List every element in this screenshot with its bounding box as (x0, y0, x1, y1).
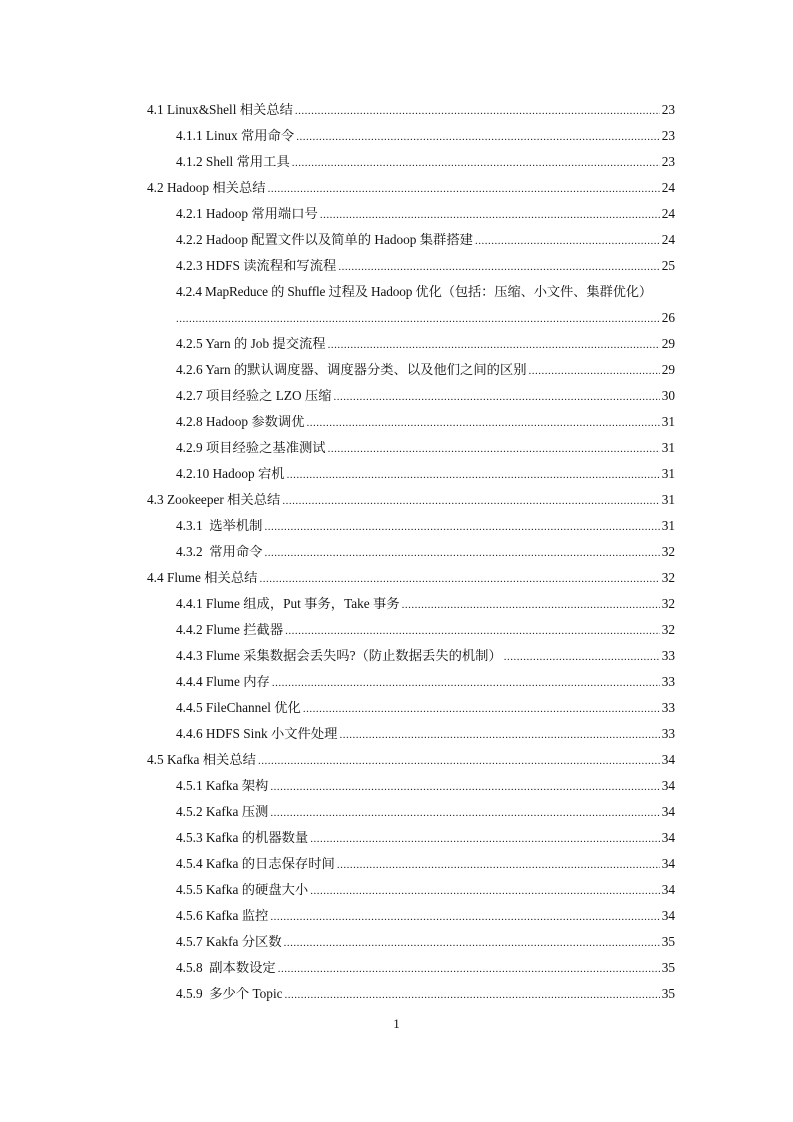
toc-entry-page: 33 (660, 669, 675, 695)
toc-entry-label: 4.5.1 Kafka 架构 (176, 773, 270, 799)
toc-leader-dots (529, 358, 660, 384)
toc-entry[interactable] (147, 435, 675, 461)
toc-leader-dots (176, 306, 660, 332)
toc-leader-dots (259, 566, 659, 592)
toc-entry[interactable] (147, 487, 675, 513)
toc-entry-label: 4.4.2 Flume 拦截器 (176, 617, 285, 643)
toc-leader-dots (328, 332, 660, 358)
toc-entry-label: 4.4.4 Flume 内存 (176, 669, 272, 695)
toc-entry[interactable] (147, 695, 675, 721)
toc-entry-page: 24 (660, 201, 675, 227)
toc-entry[interactable] (147, 201, 675, 227)
toc-leader-dots (287, 462, 660, 488)
toc-leader-dots (285, 982, 660, 1008)
toc-entry-page: 25 (660, 253, 675, 279)
toc-entry[interactable] (147, 747, 675, 773)
toc-entry-page: 35 (660, 929, 675, 955)
toc-entry-page: 34 (660, 773, 675, 799)
toc-entry[interactable] (147, 669, 675, 695)
toc-entry[interactable] (147, 643, 675, 669)
toc-entry-page: 23 (660, 149, 675, 175)
toc-leader-dots (320, 202, 660, 228)
toc-entry-page: 32 (660, 591, 675, 617)
table-of-contents (147, 97, 675, 1007)
toc-leader-dots (295, 98, 660, 124)
toc-entry[interactable] (147, 591, 675, 617)
toc-entry-page: 34 (660, 825, 675, 851)
toc-entry[interactable] (147, 877, 675, 903)
toc-entry-label: 4.5.4 Kafka 的日志保存时间 (176, 851, 337, 877)
toc-entry-label: 4.1.2 Shell 常用工具 (176, 149, 292, 175)
toc-leader-dots (282, 488, 659, 514)
toc-entry-wrapped[interactable] (147, 279, 675, 305)
toc-leader-dots (264, 540, 659, 566)
page-number: 1 (393, 1016, 400, 1031)
toc-entry-label: 4.2.3 HDFS 读流程和写流程 (176, 253, 338, 279)
toc-entry[interactable] (147, 227, 675, 253)
toc-entry[interactable] (147, 409, 675, 435)
toc-leader-dots (334, 384, 660, 410)
toc-entry-label: 4.2.10 Hadoop 宕机 (176, 461, 287, 487)
toc-entry[interactable] (147, 513, 675, 539)
toc-entry-label: 4.3.1 选举机制 (176, 513, 264, 539)
toc-entry[interactable] (147, 383, 675, 409)
toc-leader-dots (264, 514, 659, 540)
toc-entry-page: 30 (660, 383, 675, 409)
toc-entry-page: 34 (660, 799, 675, 825)
toc-entry-page: 34 (660, 747, 675, 773)
toc-entry-page: 35 (660, 955, 675, 981)
toc-entry-page: 29 (660, 331, 675, 357)
toc-entry-label: 4.5.5 Kafka 的硬盘大小 (176, 877, 310, 903)
toc-entry-label: 4.2.8 Hadoop 参数调优 (176, 409, 307, 435)
toc-entry-page: 29 (660, 357, 675, 383)
toc-leader-dots (337, 852, 660, 878)
toc-leader-dots (270, 800, 659, 826)
toc-entry[interactable] (147, 929, 675, 955)
toc-entry[interactable] (147, 851, 675, 877)
toc-entry[interactable] (147, 955, 675, 981)
toc-entry[interactable] (147, 331, 675, 357)
toc-entry-label: 4.4.6 HDFS Sink 小文件处理 (176, 721, 339, 747)
toc-entry[interactable] (147, 799, 675, 825)
toc-leader-dots (307, 410, 660, 436)
toc-entry[interactable] (147, 981, 675, 1007)
toc-entry-page: 23 (660, 97, 675, 123)
toc-entry-page: 32 (660, 565, 675, 591)
toc-entry[interactable] (147, 903, 675, 929)
toc-leader-dots (402, 592, 660, 618)
toc-leader-dots (475, 228, 660, 254)
toc-entry-label: 4.1 Linux&Shell 相关总结 (147, 97, 295, 123)
toc-entry-label: 4.5.3 Kafka 的机器数量 (176, 825, 310, 851)
toc-leader-dots (284, 930, 660, 956)
toc-entry-page: 34 (660, 877, 675, 903)
toc-entry-page: 32 (660, 617, 675, 643)
toc-entry-label: 4.2.4 MapReduce 的 Shuffle 过程及 Hadoop 优化（包括：压缩、小文件、集群优化） (176, 279, 654, 305)
toc-entry[interactable] (147, 539, 675, 565)
toc-entry-page: 33 (660, 643, 675, 669)
toc-entry-label: 4.2 Hadoop 相关总结 (147, 175, 268, 201)
toc-entry-page: 24 (660, 175, 675, 201)
toc-leader-dots (296, 124, 660, 150)
toc-leader-dots (268, 176, 660, 202)
toc-entry-label: 4.5.2 Kafka 压测 (176, 799, 270, 825)
toc-entry-page: 31 (660, 487, 675, 513)
toc-entry-page: 33 (660, 695, 675, 721)
toc-leader-dots (270, 904, 659, 930)
toc-entry-label: 4.5 Kafka 相关总结 (147, 747, 258, 773)
toc-entry-page: 35 (660, 981, 675, 1007)
toc-entry-label: 4.2.1 Hadoop 常用端口号 (176, 201, 320, 227)
toc-leader-dots (258, 748, 660, 774)
toc-entry-page: 23 (660, 123, 675, 149)
toc-entry[interactable] (147, 97, 675, 123)
toc-entry[interactable] (147, 617, 675, 643)
toc-entry-label: 4.2.5 Yarn 的 Job 提交流程 (176, 331, 328, 357)
toc-leader-dots (338, 254, 659, 280)
toc-leader-dots (272, 670, 660, 696)
toc-entry-page: 34 (660, 851, 675, 877)
toc-entry-page: 31 (660, 513, 675, 539)
toc-entry[interactable] (147, 565, 675, 591)
toc-entry-label: 4.1.1 Linux 常用命令 (176, 123, 296, 149)
toc-entry-page: 32 (660, 539, 675, 565)
toc-entry-page: 26 (660, 305, 675, 331)
toc-entry-label: 4.5.6 Kafka 监控 (176, 903, 270, 929)
toc-entry-page: 24 (660, 227, 675, 253)
toc-entry-label: 4.4.5 FileChannel 优化 (176, 695, 303, 721)
toc-entry-label: 4.3.2 常用命令 (176, 539, 264, 565)
toc-entry-label: 4.5.9 多少个 Topic (176, 981, 285, 1007)
toc-leader-dots (292, 150, 660, 176)
toc-entry[interactable] (147, 149, 675, 175)
toc-entry[interactable] (147, 773, 675, 799)
toc-leader-dots (328, 436, 660, 462)
toc-entry-label: 4.2.9 项目经验之基准测试 (176, 435, 328, 461)
toc-entry-label: 4.4.3 Flume 采集数据会丢失吗?（防止数据丢失的机制） (176, 643, 504, 669)
toc-entry[interactable] (147, 721, 675, 747)
toc-entry-continuation[interactable] (147, 305, 675, 331)
toc-entry[interactable] (147, 175, 675, 201)
toc-entry[interactable] (147, 825, 675, 851)
toc-entry[interactable] (147, 357, 675, 383)
toc-entry[interactable] (147, 123, 675, 149)
toc-entry-page: 31 (660, 435, 675, 461)
toc-leader-dots (504, 644, 660, 670)
toc-entry-page: 31 (660, 461, 675, 487)
toc-leader-dots (278, 956, 660, 982)
toc-entry-label: 4.5.8 副本数设定 (176, 955, 278, 981)
toc-leader-dots (285, 618, 660, 644)
toc-entry[interactable] (147, 461, 675, 487)
toc-entry-label: 4.2.6 Yarn 的默认调度器、调度器分类、以及他们之间的区别 (176, 357, 529, 383)
toc-entry-label: 4.2.7 项目经验之 LZO 压缩 (176, 383, 334, 409)
toc-leader-dots (270, 774, 659, 800)
toc-entry-label: 4.2.2 Hadoop 配置文件以及简单的 Hadoop 集群搭建 (176, 227, 475, 253)
toc-entry-page: 34 (660, 903, 675, 929)
toc-entry-label: 4.4.1 Flume 组成，Put 事务，Take 事务 (176, 591, 402, 617)
toc-entry-label: 4.3 Zookeeper 相关总结 (147, 487, 282, 513)
toc-entry-page: 31 (660, 409, 675, 435)
toc-leader-dots (310, 878, 659, 904)
toc-entry-label: 4.5.7 Kakfa 分区数 (176, 929, 284, 955)
toc-entry[interactable] (147, 253, 675, 279)
toc-entry-page: 33 (660, 721, 675, 747)
toc-leader-dots (310, 826, 659, 852)
toc-leader-dots (339, 722, 659, 748)
toc-leader-dots (303, 696, 660, 722)
toc-entry-label: 4.4 Flume 相关总结 (147, 565, 259, 591)
